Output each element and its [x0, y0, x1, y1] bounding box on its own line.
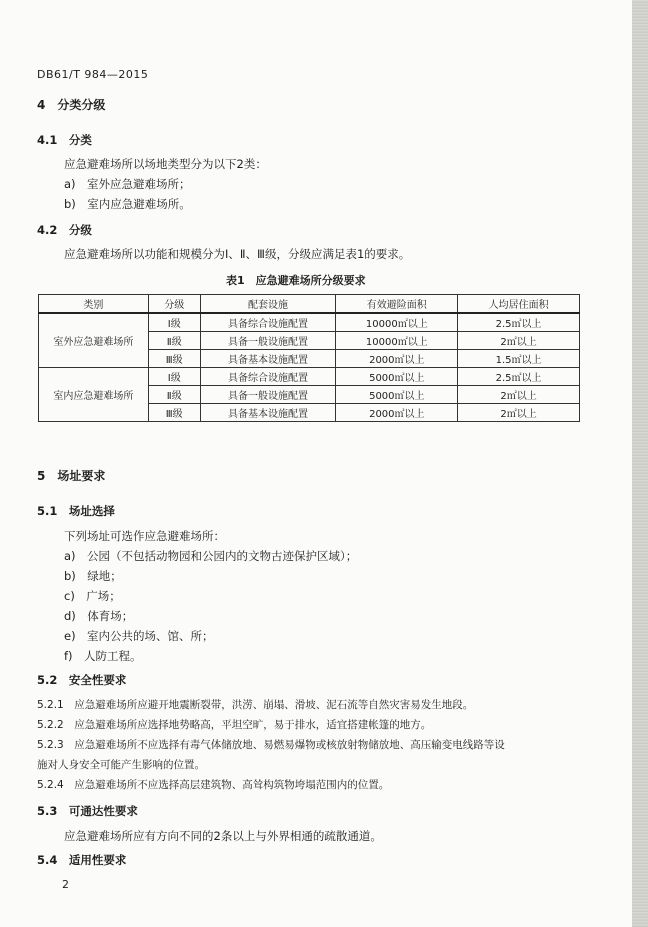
table-row	[39, 368, 580, 386]
table-cell: 具备综合设施配置	[200, 313, 336, 332]
section-5-1-heading: 5.1 场址选择	[37, 504, 115, 518]
table-cell: Ⅲ级	[148, 404, 200, 422]
list-item: a) 公园（不包括动物园和公园内的文物古迹保护区域）；	[64, 549, 358, 563]
table-cell: 10000㎡以上	[336, 332, 458, 350]
table-cell: 5000㎡以上	[336, 386, 458, 404]
table-cell: 1.5㎡以上	[458, 350, 580, 368]
section-4-1-heading: 4.1 分类	[37, 133, 92, 147]
grade-table	[38, 294, 580, 422]
clause-5-2-3: 5.2.3 应急避难场所不应选择有毒气体储放地、易燃易爆物或核放射物储放地、高压输变电线路等设	[37, 739, 505, 751]
table-cell: 2㎡以上	[458, 332, 580, 350]
table-cell: 2000㎡以上	[336, 350, 458, 368]
section-4-2-heading: 4.2 分级	[37, 223, 92, 237]
table-cell: 5000㎡以上	[336, 368, 458, 386]
section-5-2-heading: 5.2 安全性要求	[37, 673, 127, 687]
table-cell: 2㎡以上	[458, 404, 580, 422]
table-header-row	[39, 295, 580, 314]
category-cell: 室外应急避难场所	[39, 313, 149, 368]
section-5-heading: 5 场址要求	[37, 469, 106, 483]
table-cell: 2000㎡以上	[336, 404, 458, 422]
list-item: a) 室外应急避难场所；	[64, 177, 191, 191]
table-cell: Ⅰ级	[148, 368, 200, 386]
table-row	[39, 313, 580, 332]
section-5-3-heading: 5.3 可通达性要求	[37, 804, 138, 818]
table-cell: Ⅰ级	[148, 313, 200, 332]
table-cell: 具备一般设施配置	[200, 386, 336, 404]
section-4-heading: 4 分类分级	[37, 98, 106, 112]
list-item: f) 人防工程。	[64, 649, 142, 663]
table-cell: 2.5㎡以上	[458, 368, 580, 386]
column-header: 配套设施	[200, 295, 336, 314]
column-header: 类别	[39, 295, 149, 314]
clause-5-2-4: 5.2.4 应急避难场所不应选择高层建筑物、高耸构筑物垮塌范围内的位置。	[37, 779, 390, 791]
section-5-1-intro: 下列场址可选作应急避难场所：	[64, 529, 225, 543]
table-cell: 2㎡以上	[458, 386, 580, 404]
column-header: 人均居住面积	[458, 295, 580, 314]
table-cell: 具备基本设施配置	[200, 404, 336, 422]
clause-5-2-2: 5.2.2 应急避难场所应选择地势略高，平坦空旷，易于排水，适宜搭建帐篷的地方。	[37, 719, 432, 731]
section-5-4-heading: 5.4 适用性要求	[37, 853, 127, 867]
table-cell: Ⅲ级	[148, 350, 200, 368]
category-cell: 室内应急避难场所	[39, 368, 149, 422]
list-item: b) 室内应急避难场所。	[64, 197, 191, 211]
list-item: d) 体育场；	[64, 609, 134, 623]
section-5-3-text: 应急避难场所应有方向不同的2条以上与外界相通的疏散通道。	[64, 829, 382, 843]
section-4-1-intro: 应急避难场所以场地类型分为以下2类：	[64, 157, 267, 171]
list-item: b) 绿地；	[64, 569, 122, 583]
column-header: 有效避险面积	[336, 295, 458, 314]
table-cell: 具备基本设施配置	[200, 350, 336, 368]
standard-id: DB61/T 984—2015	[37, 68, 149, 81]
page-number: 2	[62, 878, 69, 891]
scan-edge	[632, 0, 648, 927]
clause-5-2-3-cont: 施对人身安全可能产生影响的位置。	[37, 759, 205, 771]
table-cell: 具备一般设施配置	[200, 332, 336, 350]
list-item: c) 广场；	[64, 589, 121, 603]
table-cell: 10000㎡以上	[336, 313, 458, 332]
column-header: 分级	[148, 295, 200, 314]
list-item: e) 室内公共的场、馆、所；	[64, 629, 214, 643]
clause-5-2-1: 5.2.1 应急避难场所应避开地震断裂带，洪涝、崩塌、滑坡、泥石流等自然灾害易发生地段。	[37, 699, 474, 711]
table-cell: 2.5㎡以上	[458, 313, 580, 332]
table-caption: 表1 应急避难场所分级要求	[226, 274, 366, 287]
table-cell: 具备综合设施配置	[200, 368, 336, 386]
table-cell: Ⅱ级	[148, 332, 200, 350]
table-cell: Ⅱ级	[148, 386, 200, 404]
section-4-2-intro: 应急避难场所以功能和规模分为Ⅰ、Ⅱ、Ⅲ级，分级应满足表1的要求。	[64, 247, 411, 261]
